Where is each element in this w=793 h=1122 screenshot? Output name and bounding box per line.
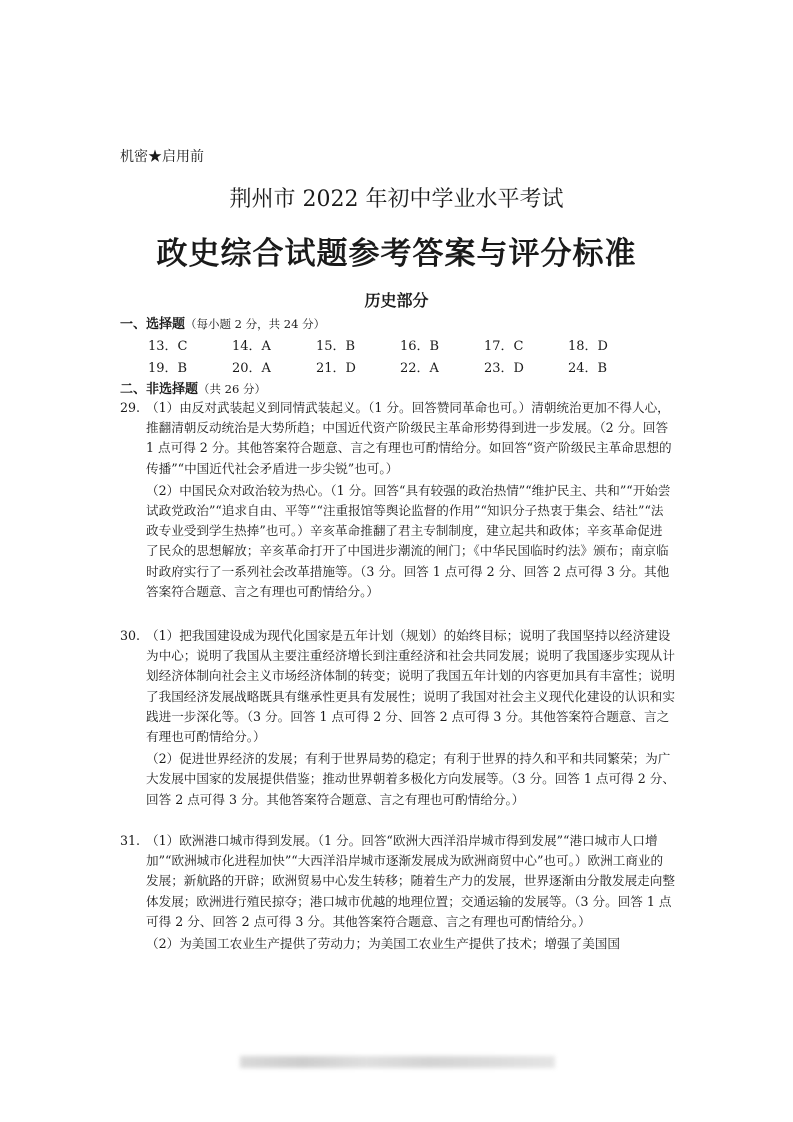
answer-item: 20．A bbox=[232, 361, 271, 376]
answer-item: 24．B bbox=[568, 361, 608, 376]
part1-note: （每小题 2 分，共 24 分） bbox=[185, 317, 326, 331]
answer-item: 13．C bbox=[148, 339, 188, 354]
part2-title: 二、非选择题 bbox=[120, 382, 199, 397]
answer-row-1 bbox=[148, 335, 652, 354]
answer-part: （2）为美国工农业生产提供了劳动力；为美国工农业生产提供了技术；增强了美国国 bbox=[146, 936, 620, 952]
question-30 bbox=[120, 626, 675, 810]
answer-part: （1）由反对武装起义到同情武装起义。（1 分。回答赞同革命也可。）清朝统治更加不得人心，推翻清朝反动统治是大势所趋；中国近代资产阶级民主革命形势得到进一步发展。（2 分。回答 1 点可得 2 分。其他答案符合题意、言之有理也可酌情给分。如回答“资产阶级民主革命思想的传播”“中国近代社会矛盾进一步尖锐”也可。） bbox=[146, 400, 672, 476]
answer-item: 17．C bbox=[484, 339, 524, 354]
answer-item: 14．A bbox=[232, 339, 271, 354]
answer-part: （1）把我国建设成为现代化国家是五年计划（规划）的始终目标；说明了我国坚持以经济建设为中心；说明了我国从主要注重经济增长到注重经济和社会共同发展；说明了我国逐步实现从计划经济体制向社会主义市场经济体制的转变；说明了我国五年计划的内容更加具有丰富性；说明了我国经济发展战略既具有继承性更具有发展性；说明了我国对社会主义现代化建设的认识和实践进一步深化等。（3 分。回答 1 点可得 2 分、回答 2 点可得 3 分。其他答案符合题意、言之有理也可酌情给分。） bbox=[146, 628, 675, 745]
answer-part: （2）中国民众对政治较为热心。（1 分。回答“具有较强的政治热情”“维护民主、共和”“开始尝试政党政治”“追求自由、平等”“注重报馆等舆论监督的作用”“知识分子热衷于集会、结社”“法政专业受到学生热捧”也可。）辛亥革命推翻了君主专制制度，建立起共和政体；辛亥革命促进了民众的思想解放；辛亥革命打开了中国进步潮流的闸门；《中华民国临时约法》颁布；南京临时政府实行了一系列社会改革措施等。（3 分。回答 1 点可得 2 分、回答 2 点可得 3 分。其他答案符合题意、言之有理也可酌情给分。） bbox=[146, 482, 671, 599]
confidential-label: 机密★启用前 bbox=[120, 149, 204, 165]
answer-item: 22．A bbox=[400, 361, 439, 376]
answer-part: （1）欧洲港口城市得到发展。（1 分。回答“欧洲大西洋沿岸城市得到发展”“港口城市人口增加”“欧洲城市化进程加快”“大西洋沿岸城市逐渐发展成为欧洲商贸中心”也可。）欧洲工商业的发展；新航路的开辟；欧洲贸易中心发生转移；随着生产力的发展，世界逐渐由分散发展走向整体发展；欧洲进行殖民掠夺；港口城市优越的地理位置；交通运输的发展等。（3 分。回答 1 点可得 2 分、回答 2 点可得 3 分。其他答案符合题意、言之有理也可酌情给分。） bbox=[146, 833, 675, 929]
answer-item: 19．B bbox=[148, 361, 188, 376]
document-title: 政史综合试题参考答案与评分标准 bbox=[156, 236, 637, 272]
question-number: 31. bbox=[120, 833, 141, 848]
exam-title: 荆州市 2022 年初中学业水平考试 bbox=[229, 187, 564, 212]
answer-item: 18．D bbox=[568, 339, 608, 354]
part1-heading bbox=[120, 313, 325, 332]
part2-heading bbox=[120, 378, 266, 397]
question-number: 29. bbox=[120, 400, 141, 415]
answer-item: 21．D bbox=[316, 361, 356, 376]
blurred-watermark bbox=[240, 1056, 555, 1068]
part1-title: 一、选择题 bbox=[120, 317, 186, 332]
answer-item: 15．B bbox=[316, 339, 356, 354]
section-heading: 历史部分 bbox=[364, 291, 429, 310]
part2-note: （共 26 分） bbox=[198, 382, 266, 396]
answer-row-2 bbox=[148, 357, 652, 376]
question-29 bbox=[120, 398, 675, 602]
question-number: 30. bbox=[120, 628, 141, 643]
answer-item: 16．B bbox=[400, 339, 440, 354]
answer-item: 23．D bbox=[484, 361, 524, 376]
answer-part: （2）促进世界经济的发展；有利于世界局势的稳定；有利于世界的持久和平和共同繁荣；为广大发展中国家的发展提供借鉴；推动世界朝着多极化方向发展等。（3 分。回答 1 点可得 2 分、回答 2 点可得 3 分。其他答案符合题意、言之有理也可酌情给分。） bbox=[146, 751, 675, 807]
question-31 bbox=[120, 831, 675, 954]
